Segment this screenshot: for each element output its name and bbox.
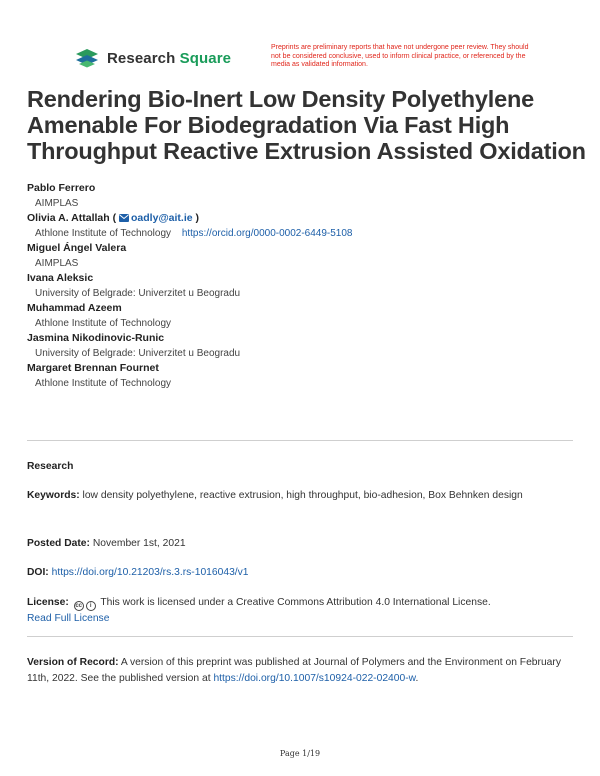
author-affiliation: AIMPLAS — [35, 198, 79, 209]
article-type: Research — [27, 461, 74, 472]
license-label: License: — [27, 597, 69, 608]
vor-label: Version of Record: — [27, 657, 119, 668]
author-affiliation: Athlone Institute of Technology — [35, 318, 172, 329]
page-number: Page 1/19 — [279, 749, 321, 758]
attribution-icon: i — [86, 601, 96, 611]
orcid-link[interactable]: https://orcid.org/0000-0002-6449-5108 — [181, 228, 353, 239]
mail-icon — [119, 214, 129, 222]
vor-link[interactable]: https://doi.org/10.1007/s10924-022-02400-w — [213, 673, 416, 684]
author-name: Olivia A. Attallah — [27, 212, 110, 224]
cc-by-icon — [74, 601, 96, 611]
keywords-value: low density polyethylene, reactive extrusion, high throughput, bio-adhesion, Box Behnken design — [82, 490, 523, 501]
author-entry — [27, 211, 577, 241]
author-name: Muhammad Azeem — [27, 302, 122, 314]
doi-label: DOI: — [27, 567, 49, 578]
author-entry — [27, 241, 577, 271]
divider — [27, 636, 573, 637]
license-text: This work is licensed under a Creative Commons Attribution 4.0 International License. — [100, 597, 491, 608]
author-email[interactable]: ( oadly@ait.ie ) — [112, 212, 200, 224]
author-affiliation: University of Belgrade: Univerzitet u Beogradu — [35, 288, 241, 299]
author-affiliation: University of Belgrade: Univerzitet u Beogradu — [35, 348, 241, 359]
read-full-license-link[interactable]: Read Full License — [27, 613, 110, 624]
author-entry — [27, 361, 577, 391]
author-name: Ivana Aleksic — [27, 272, 94, 284]
divider — [27, 440, 573, 441]
author-entry — [27, 301, 577, 331]
author-affiliation: Athlone Institute of Technology — [35, 378, 172, 389]
keywords — [27, 488, 577, 504]
author-affiliation: AIMPLAS — [35, 258, 79, 269]
author-affiliation: Athlone Institute of Technology — [35, 228, 172, 239]
author-name: Margaret Brennan Fournet — [27, 362, 159, 374]
author-list — [27, 181, 577, 391]
keywords-label: Keywords: — [27, 490, 80, 501]
author-entry — [27, 331, 577, 361]
research-square-logo-icon — [74, 47, 100, 69]
logo-wordmark: Research Square — [107, 49, 232, 67]
doi — [27, 565, 577, 581]
author-name: Jasmina Nikodinovic-Runic — [27, 332, 165, 344]
author-name: Miguel Ángel Valera — [27, 242, 127, 254]
paper-title: Rendering Bio-Inert Low Density Polyethylene Amenable For Biodegradation Via Fast High Throughput Reactive Extrusion Assisted Oxidation — [27, 86, 586, 164]
version-of-record: Version of Record: A version of this preprint was published at Journal of Polymers and the Environment on February 11th, 2022. See the published version at https://doi.org/10.1007/s10924-022-02400-w. — [27, 657, 561, 684]
posted-date — [27, 536, 577, 552]
vor-text: A version of this preprint was published at Journal of Polymers and the Environment on February 11th, 2022. See the published version at — [27, 657, 561, 684]
author-entry — [27, 181, 577, 211]
preprint-disclaimer: Preprints are preliminary reports that have not undergone peer review. They should not be considered conclusive, used to inform clinical practice, or referenced by the media as validated information. — [271, 44, 529, 69]
license — [27, 595, 577, 627]
email-link[interactable]: oadly@ait.ie — [131, 212, 193, 224]
cc-icon: cc — [75, 603, 82, 609]
author-entry — [27, 271, 577, 301]
posted-date-label: Posted Date: — [27, 538, 90, 549]
posted-date-value: November 1st, 2021 — [92, 538, 186, 549]
author-name: Pablo Ferrero — [27, 182, 96, 194]
doi-link[interactable]: https://doi.org/10.21203/rs.3.rs-1016043/v1 — [51, 567, 249, 578]
research-square-logo[interactable] — [74, 47, 231, 69]
